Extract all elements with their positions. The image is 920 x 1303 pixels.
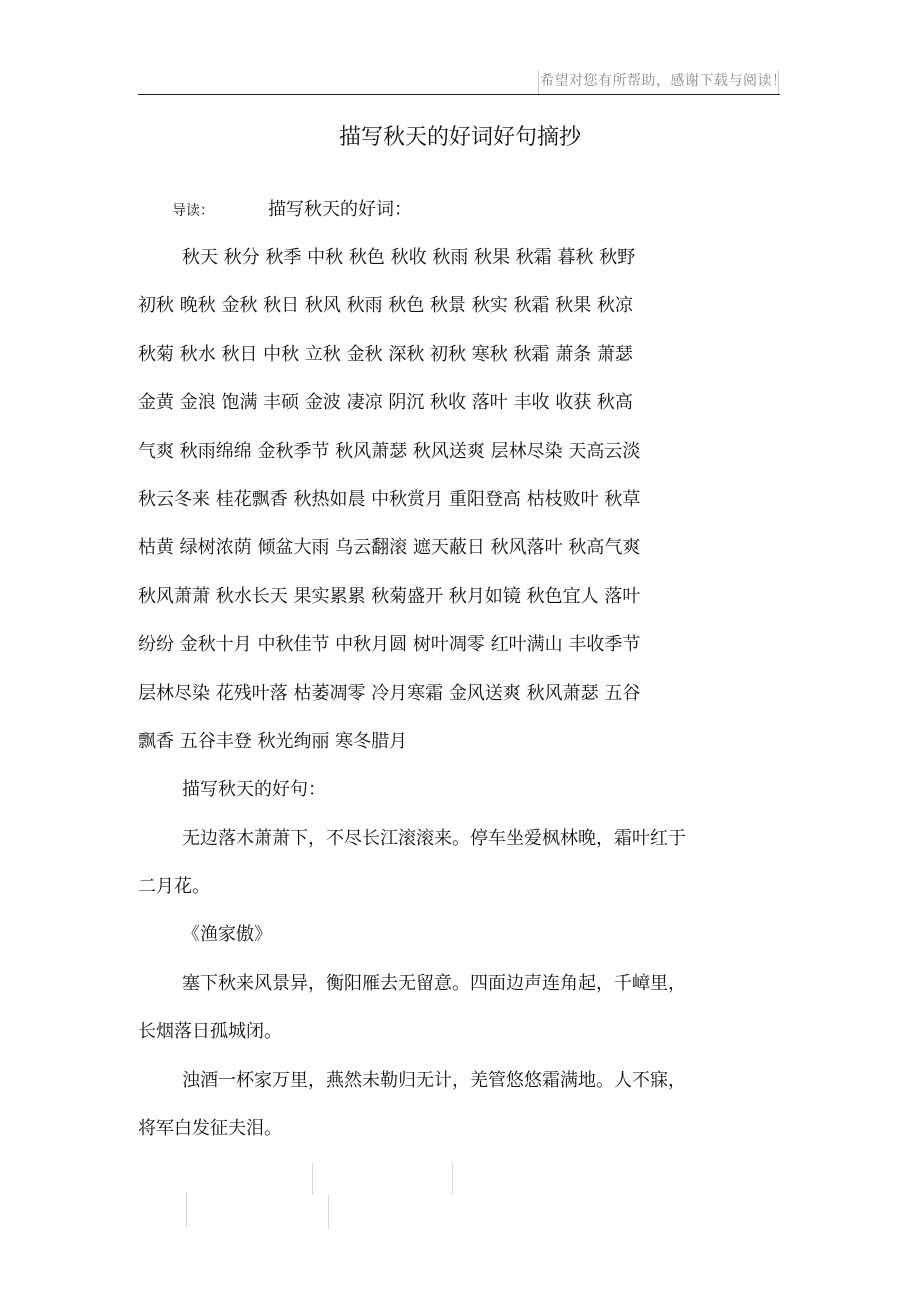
- word-line: 秋风萧萧 秋水长天 果实累累 秋菊盛开 秋月如镜 秋色宜人 落叶: [138, 585, 641, 607]
- word-line: 纷纷 金秋十月 中秋佳节 中秋月圆 树叶凋零 红叶满山 丰收季节: [138, 634, 641, 656]
- intro-label: 导读：: [172, 203, 214, 219]
- header-rule: [138, 94, 780, 95]
- page-title: 描写秋天的好词好句摘抄: [338, 125, 581, 150]
- sentences-heading: 描写秋天的好句：: [182, 779, 326, 801]
- scan-artifact-line: [186, 1192, 187, 1228]
- word-line: 初秋 晚秋 金秋 秋日 秋风 秋雨 秋色 秋景 秋实 秋霜 秋果 秋凉: [138, 295, 633, 317]
- intro-heading: 描写秋天的好词：: [268, 199, 412, 220]
- scan-artifact-line: [328, 1195, 329, 1229]
- poem-title: 《渔家傲》: [182, 924, 272, 946]
- document-body: [138, 234, 788, 1153]
- poem-line: 塞下秋来风景异，衡阳雁去无留意。四面边声连角起，千嶂里，: [182, 972, 686, 994]
- word-line: 气爽 秋雨绵绵 金秋季节 秋风萧瑟 秋风送爽 层林尽染 天高云淡: [138, 440, 641, 462]
- sentence-line: 二月花。: [138, 876, 210, 898]
- poem-line: 浊酒一杯家万里，燕然未勒归无计，羌管悠悠霜满地。人不寐，: [182, 1069, 686, 1091]
- header-note: 希望对您有所帮助，感谢下载与阅读！: [540, 73, 787, 89]
- word-line: 层林尽染 花残叶落 枯萎凋零 冷月寒霜 金风送爽 秋风萧瑟 五谷: [138, 682, 641, 704]
- poem-line: 长烟落日孤城闭。: [138, 1021, 282, 1043]
- scan-artifact-line: [452, 1163, 453, 1195]
- poem-line: 将军白发征夫泪。: [138, 1118, 282, 1140]
- word-line: 金黄 金浪 饱满 丰硕 金波 凄凉 阴沉 秋收 落叶 丰收 收获 秋高: [138, 392, 633, 414]
- header-note-left-edge: [538, 70, 539, 94]
- word-line: 秋云冬来 桂花飘香 秋热如晨 中秋赏月 重阳登高 枯枝败叶 秋草: [138, 488, 641, 510]
- word-line: 枯黄 绿树浓荫 倾盆大雨 乌云翻滚 遮天蔽日 秋风落叶 秋高气爽: [138, 537, 641, 559]
- word-line: 飘香 五谷丰登 秋光绚丽 寒冬腊月: [138, 730, 408, 752]
- word-line: 秋天 秋分 秋季 中秋 秋色 秋收 秋雨 秋果 秋霜 暮秋 秋野: [182, 247, 636, 268]
- scan-artifact-line: [312, 1163, 313, 1195]
- word-line: 秋菊 秋水 秋日 中秋 立秋 金秋 深秋 初秋 寒秋 秋霜 萧条 萧瑟: [138, 343, 633, 365]
- sentence-line: 无边落木萧萧下，不尽长江滚滚来。停车坐爱枫林晚，霜叶红于: [182, 827, 686, 849]
